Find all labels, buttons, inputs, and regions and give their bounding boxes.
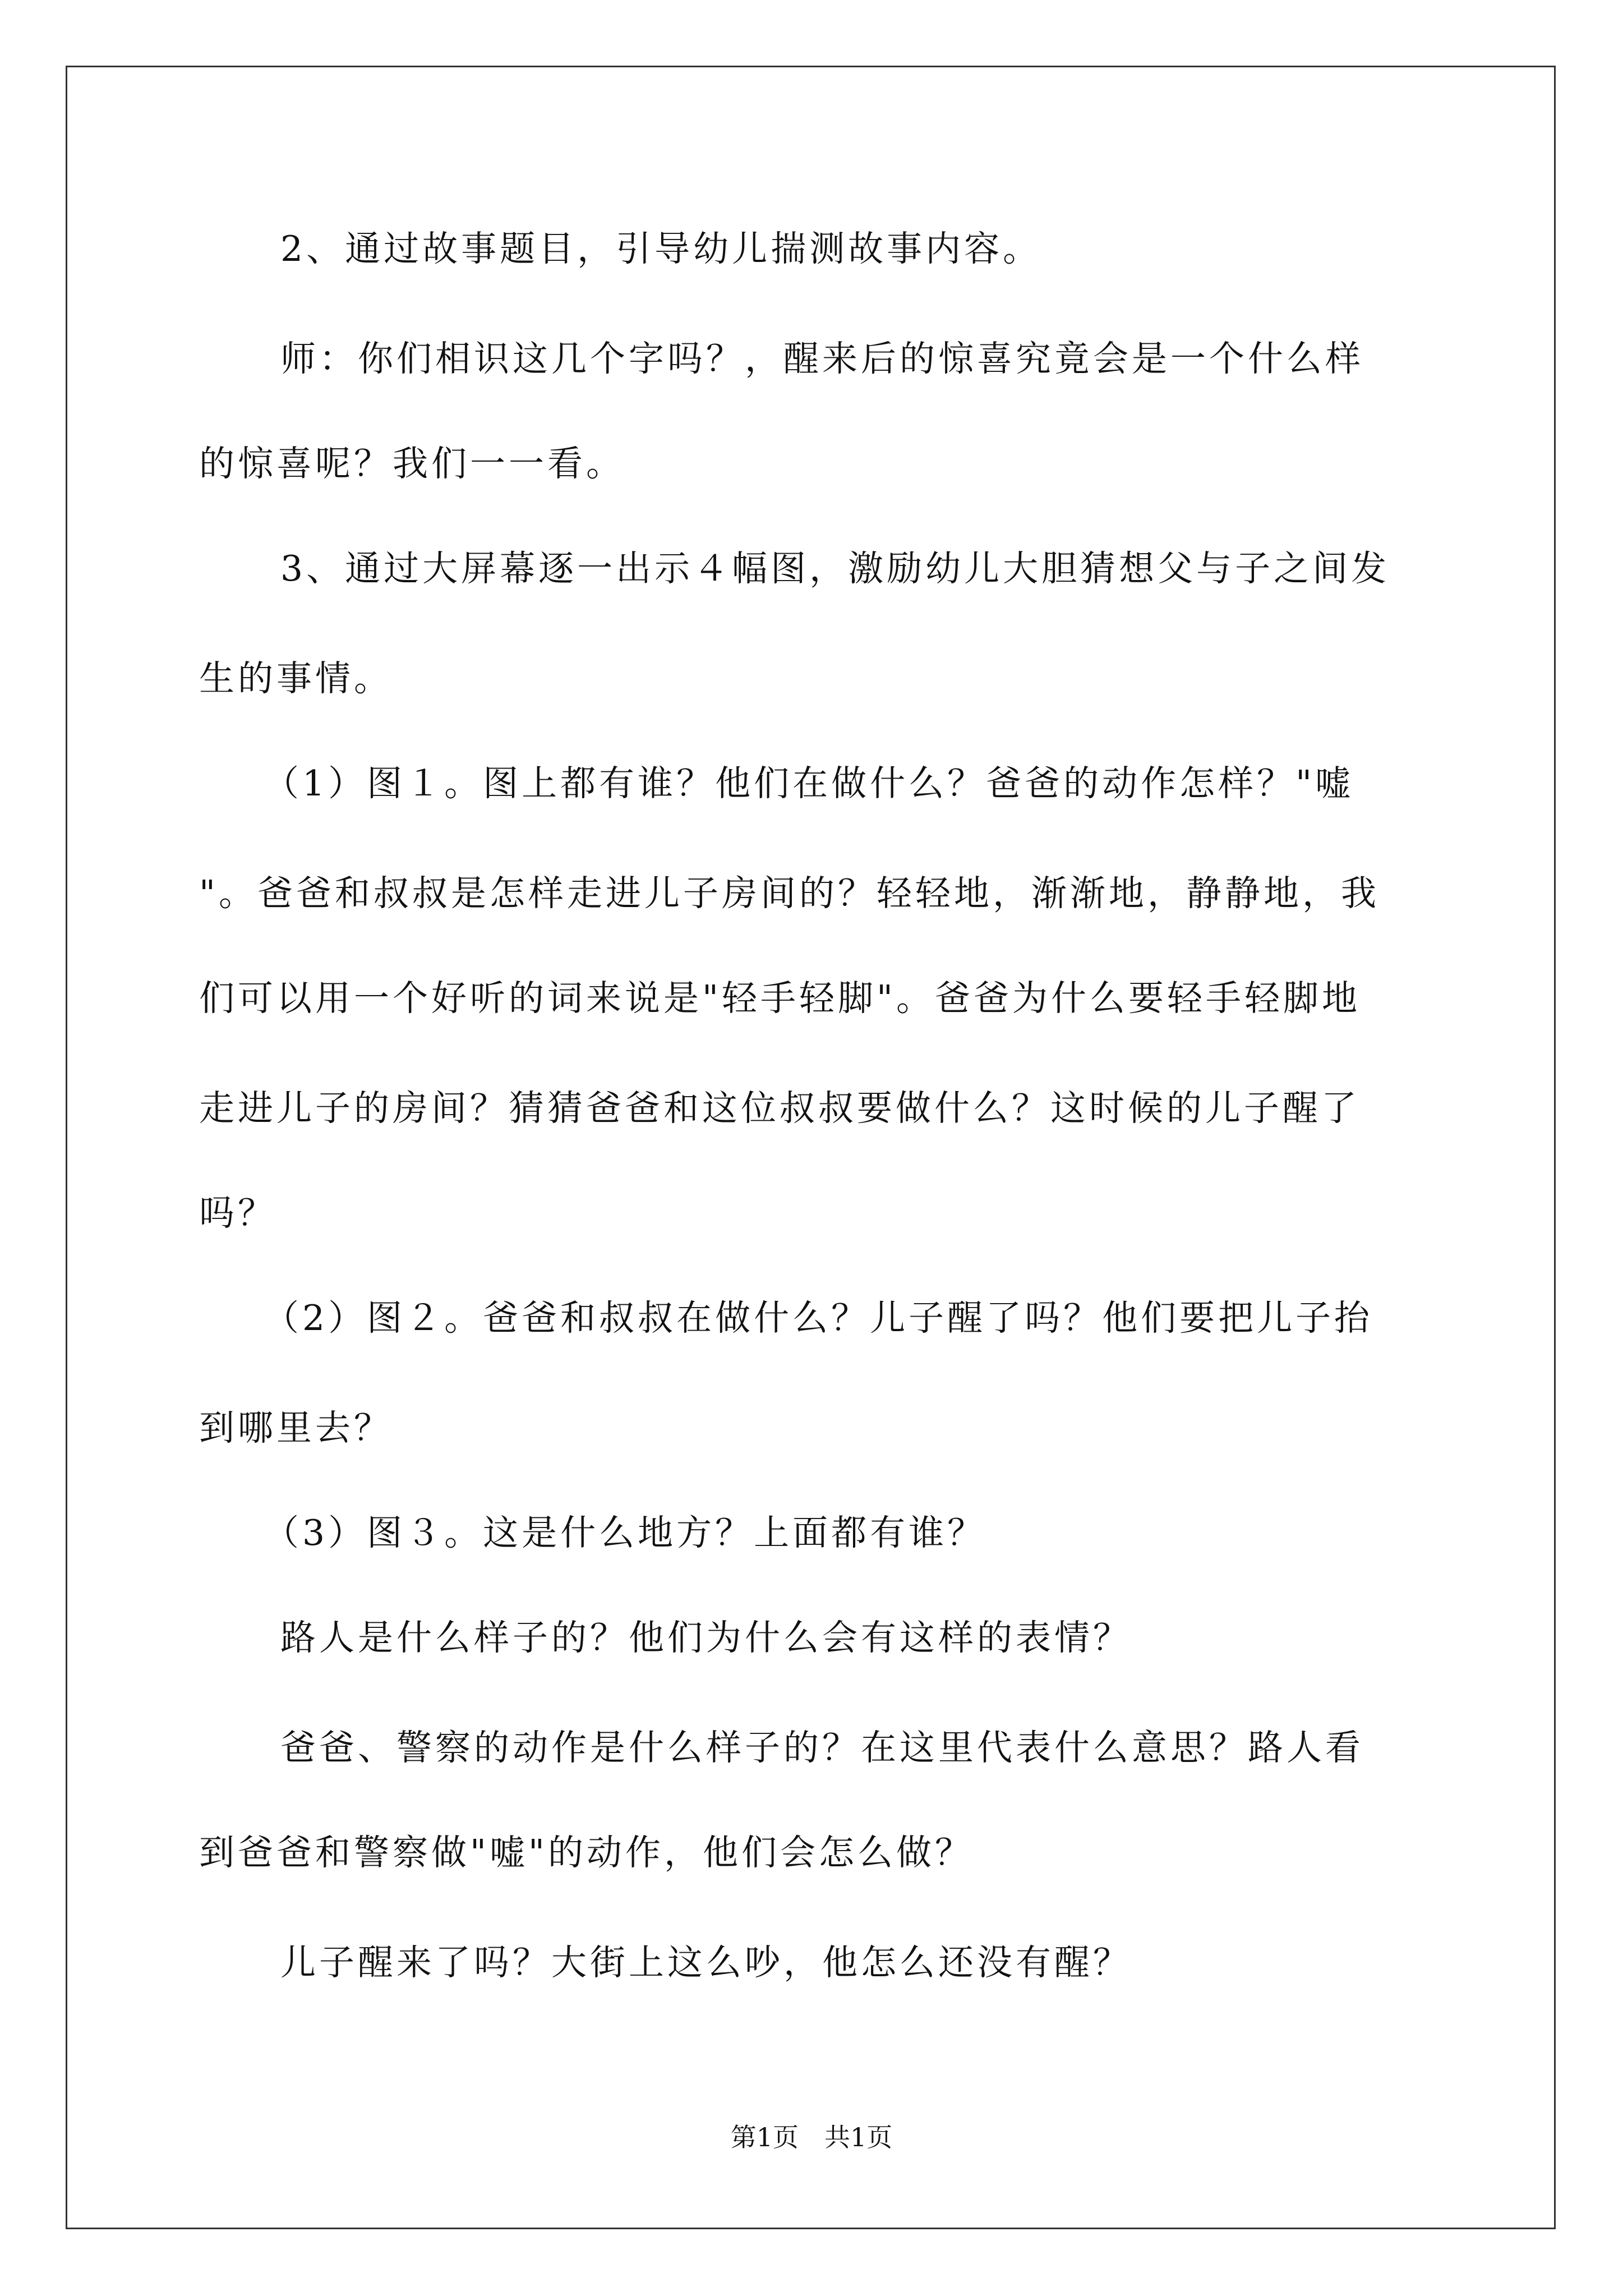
paragraph-line-10: 吗？ xyxy=(199,1193,276,1234)
paragraph-line-8: 们可以用一个好听的词来说是"轻手轻脚"。爸爸为什么要轻手轻脚地 xyxy=(199,978,1361,1019)
paragraph-line-14: 路人是什么样子的？他们为什么会有这样的表情？ xyxy=(280,1617,1132,1658)
paragraph-line-17: 儿子醒来了吗？大街上这么吵，他怎么还没有醒？ xyxy=(280,1942,1132,1983)
page-number-footer: 第1页 共1页 xyxy=(730,2122,893,2152)
page-border xyxy=(66,66,1556,2229)
paragraph-line-11: （2）图２。爸爸和叔叔在做什么？儿子醒了吗？他们要把儿子抬 xyxy=(264,1297,1373,1338)
paragraph-line-13: （3）图３。这是什么地方？上面都有谁？ xyxy=(264,1512,986,1553)
paragraph-line-12: 到哪里去？ xyxy=(199,1407,393,1448)
paragraph-line-5: 生的事情。 xyxy=(199,658,393,699)
paragraph-line-6: （1）图１。图上都有谁？他们在做什么？爸爸的动作怎样？"嘘 xyxy=(264,763,1354,804)
paragraph-line-15: 爸爸、警察的动作是什么样子的？在这里代表什么意思？路人看 xyxy=(280,1727,1364,1768)
paragraph-line-9: 走进儿子的房间？猜猜爸爸和这位叔叔要做什么？这时候的儿子醒了 xyxy=(199,1088,1360,1129)
paragraph-line-2: 师：你们相识这几个字吗？，醒来后的惊喜究竟会是一个什么样 xyxy=(280,338,1364,379)
paragraph-line-4: 3、通过大屏幕逐一出示４幅图，激励幼儿大胆猜想父与子之间发 xyxy=(280,548,1390,589)
paragraph-line-7: "。爸爸和叔叔是怎样走进儿子房间的？轻轻地，渐渐地，静静地，我 xyxy=(199,873,1380,914)
paragraph-line-1: 2、通过故事题目，引导幼儿揣测故事内容。 xyxy=(280,228,1042,269)
paragraph-line-3: 的惊喜呢？我们一一看。 xyxy=(199,443,625,484)
paragraph-line-16: 到爸爸和警察做"嘘"的动作，他们会怎么做？ xyxy=(199,1832,974,1873)
